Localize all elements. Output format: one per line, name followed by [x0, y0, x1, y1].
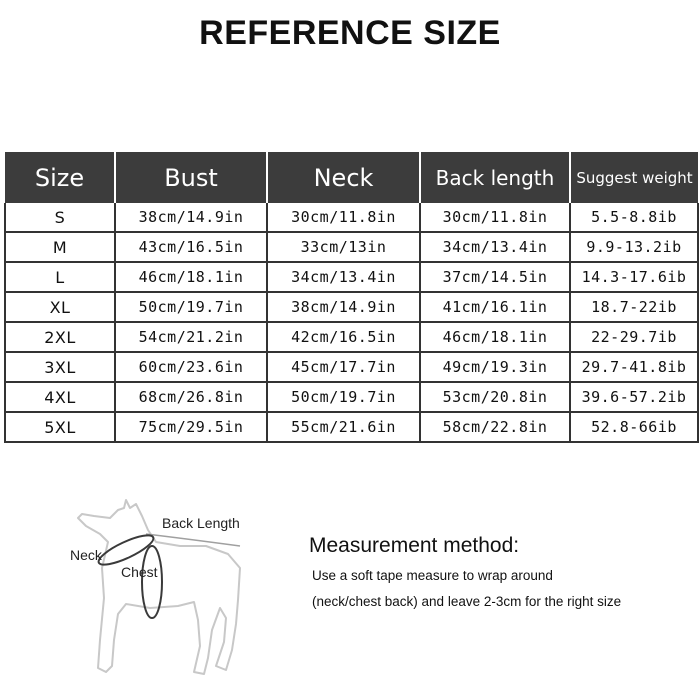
table-header-row	[5, 152, 698, 203]
table-row	[5, 262, 698, 292]
cell-weight: 22-29.7ib	[570, 322, 698, 352]
cell-bust: 60cm/23.6in	[115, 352, 267, 382]
header-size: Size	[5, 152, 115, 203]
table-row	[5, 232, 698, 262]
cell-neck: 42cm/16.5in	[267, 322, 420, 352]
header-neck: Neck	[267, 152, 420, 203]
cell-weight: 52.8-66ib	[570, 412, 698, 442]
cell-back-length: 49cm/19.3in	[420, 352, 570, 382]
header-back-length: Back length	[420, 152, 570, 203]
cell-weight: 14.3-17.6ib	[570, 262, 698, 292]
cell-back-length: 34cm/13.4in	[420, 232, 570, 262]
back-length-line	[146, 534, 240, 546]
cell-neck: 45cm/17.7in	[267, 352, 420, 382]
table-row	[5, 203, 698, 232]
cell-weight: 18.7-22ib	[570, 292, 698, 322]
cell-neck: 38cm/14.9in	[267, 292, 420, 322]
size-table	[4, 152, 699, 443]
cell-size: 5XL	[5, 412, 115, 442]
header-suggest-weight: Suggest weight	[570, 152, 698, 203]
cell-neck: 55cm/21.6in	[267, 412, 420, 442]
measurement-method-line-1: Use a soft tape measure to wrap around	[312, 568, 553, 583]
cell-size: S	[5, 203, 115, 232]
cell-back-length: 53cm/20.8in	[420, 382, 570, 412]
cell-bust: 43cm/16.5in	[115, 232, 267, 262]
measurement-method-line-2: (neck/chest back) and leave 2-3cm for the right size	[312, 594, 622, 609]
neck-label: Neck	[70, 547, 102, 563]
cell-size: 4XL	[5, 382, 115, 412]
cell-size: 3XL	[5, 352, 115, 382]
cell-neck: 50cm/19.7in	[267, 382, 420, 412]
cell-size: L	[5, 262, 115, 292]
back-length-label: Back Length	[162, 515, 240, 531]
cell-bust: 38cm/14.9in	[115, 203, 267, 232]
cell-weight: 9.9-13.2ib	[570, 232, 698, 262]
table-row	[5, 352, 698, 382]
cell-bust: 68cm/26.8in	[115, 382, 267, 412]
measurement-method-title: Measurement method:	[309, 534, 520, 557]
cell-weight: 39.6-57.2ib	[570, 382, 698, 412]
cell-weight: 29.7-41.8ib	[570, 352, 698, 382]
chest-label: Chest	[121, 564, 158, 580]
cell-back-length: 41cm/16.1in	[420, 292, 570, 322]
table-row	[5, 322, 698, 352]
cell-bust: 75cm/29.5in	[115, 412, 267, 442]
table-row	[5, 382, 698, 412]
cell-weight: 5.5-8.8ib	[570, 203, 698, 232]
cell-neck: 30cm/11.8in	[267, 203, 420, 232]
cell-bust: 50cm/19.7in	[115, 292, 267, 322]
cell-back-length: 58cm/22.8in	[420, 412, 570, 442]
cell-neck: 33cm/13in	[267, 232, 420, 262]
table-row	[5, 412, 698, 442]
header-bust: Bust	[115, 152, 267, 203]
cell-size: M	[5, 232, 115, 262]
cell-back-length: 30cm/11.8in	[420, 203, 570, 232]
cell-neck: 34cm/13.4in	[267, 262, 420, 292]
cell-size: 2XL	[5, 322, 115, 352]
table-row	[5, 292, 698, 322]
page-title: REFERENCE SIZE	[199, 14, 501, 52]
cell-bust: 54cm/21.2in	[115, 322, 267, 352]
cell-size: XL	[5, 292, 115, 322]
cell-back-length: 46cm/18.1in	[420, 322, 570, 352]
cell-bust: 46cm/18.1in	[115, 262, 267, 292]
cell-back-length: 37cm/14.5in	[420, 262, 570, 292]
